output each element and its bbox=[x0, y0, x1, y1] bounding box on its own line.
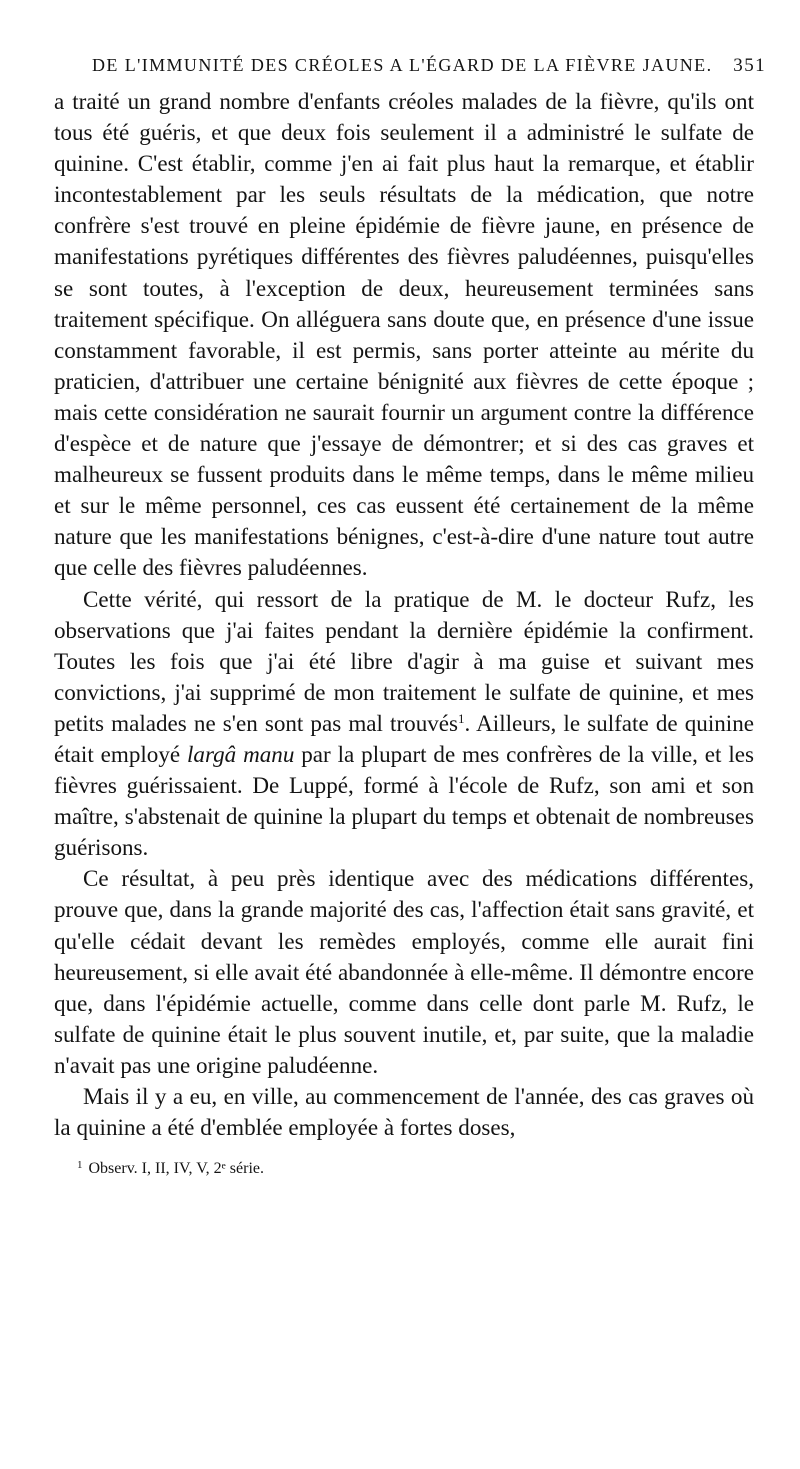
footnote bbox=[54, 1155, 754, 1179]
running-head bbox=[54, 52, 766, 86]
paragraph-text-part: Cette vérité, qui ressort de la pratique de M. le docteur Rufz, les observations que j'ai faites pendant la dernière épidémie la confirment. Toutes les fois que j'ai été libre d'agir à ma guise et suivant mes convictions, j'ai supprimé de mon traitement le sulfate de quinine, et mes petits malades ne s'en sont pas mal trouvés bbox=[54, 585, 754, 736]
paragraph-serious-cases: Mais il y a eu, en ville, au commencement de l'année, des cas graves où la quinine a été d'emblée employée à fortes doses, bbox=[54, 1083, 754, 1141]
paragraph-result: Ce résultat, à peu près identique avec des médications différentes, prouve que, dans la grande majorité des cas, l'affection était sans gravité, et qu'elle cédait devant les remèdes employés, comme elle aurait fini heureusement, si elle avait été abandonnée à elle-même. Il démontre encore que, dans l'épidémie actuelle, comme dans celle dont parle M. Rufz, le sulfate de quinine était le plus souvent inutile, et, par suite, que la maladie n'avait pas une origine paludéenne. bbox=[54, 865, 754, 1078]
footnote-mark: 1 bbox=[77, 1159, 83, 1172]
paragraph-text-part: . Ailleurs, le sulfate de quinine était employé bbox=[54, 709, 754, 767]
latin-phrase: largâ manu bbox=[187, 740, 295, 767]
book-page bbox=[54, 52, 766, 1179]
footnote-reference: 1 bbox=[458, 710, 465, 726]
paragraph-text-part: par la plupart de mes confrères de la ville, et les fièvres guérissaient. De Luppé, formé à l'école de Rufz, son ami et son maître, s'abstenait de quinine la plupart du temps et obtenait de nombreuses guérisons. bbox=[54, 740, 754, 861]
footnote-text: Observ. I, II, IV, V, 2ᵉ série. bbox=[88, 1160, 264, 1178]
paragraph-continued: a traité un grand nombre d'enfants créoles malades de la fièvre, qu'ils ont tous été guéris, et que deux fois seulement il a administré le sulfate de quinine. C'est établir, comme j'en ai fait plus haut la remarque, et établir incontestablement par les seuls résultats de la médication, que notre confrère s'est trouvé en pleine épidémie de fièvre jaune, en présence de manifestations pyrétiques différentes des fièvres paludéennes, puisqu'elles se sont toutes, à l'exception de deux, heureusement terminées sans traitement spécifique. On alléguera sans doute que, en présence d'une issue constamment favorable, il est permis, sans porter atteinte au mérite du praticien, d'attribuer une certaine bénignité aux fièvres de cette époque ; mais cette considération ne saurait fournir un argument contre la différence d'espèce et de nature que j'essaye de démontrer; et si des cas graves et malheureux se fussent produits dans le même temps, dans le même milieu et sur le même personnel, ces cas eussent été certainement de la même nature que les manifestations bénignes, c'est-à-dire d'une nature tout autre que celle des fièvres paludéennes. bbox=[54, 88, 754, 581]
running-head-title: DE L'IMMUNITÉ DES CRÉOLES A L'ÉGARD DE LA FIÈVRE JAUNE. bbox=[92, 55, 713, 75]
body-text bbox=[54, 86, 754, 1143]
paragraph-rufz-truth bbox=[54, 584, 754, 864]
page-number: 351 bbox=[733, 55, 766, 76]
